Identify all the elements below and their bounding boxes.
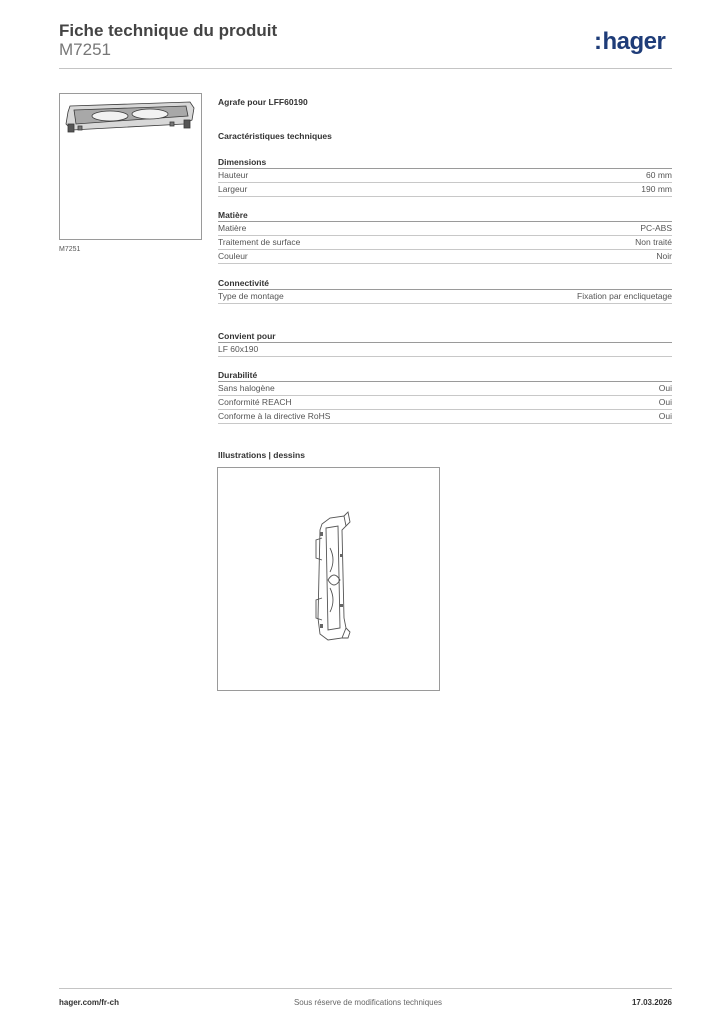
spec-value: Non traité bbox=[635, 237, 672, 247]
spec-row bbox=[218, 396, 672, 410]
spec-value: 60 mm bbox=[646, 170, 672, 180]
spec-value: 190 mm bbox=[641, 184, 672, 194]
section-title: Matière bbox=[218, 209, 672, 222]
illustration-drawing bbox=[217, 467, 440, 691]
spec-row bbox=[218, 236, 672, 250]
spec-value: Fixation par encliquetage bbox=[577, 291, 672, 301]
spec-label: Conformité REACH bbox=[218, 397, 292, 407]
product-reference: M7251 bbox=[59, 40, 111, 59]
spec-row bbox=[218, 382, 672, 396]
spec-row bbox=[218, 183, 672, 197]
clip-line-drawing bbox=[218, 468, 439, 690]
footer-date: 17.03.2026 bbox=[631, 998, 672, 1007]
section-dimensions bbox=[218, 156, 672, 197]
header-divider bbox=[59, 68, 672, 69]
section-title: Convient pour bbox=[218, 330, 672, 343]
product-name: Agrafe pour LFF60190 bbox=[218, 97, 308, 107]
spec-label: Type de montage bbox=[218, 291, 284, 301]
spec-row bbox=[218, 410, 672, 424]
page-title: Fiche technique du produit bbox=[59, 21, 278, 40]
product-thumbnail bbox=[59, 93, 202, 240]
clip-product-image bbox=[60, 94, 201, 239]
section-connectivity bbox=[218, 277, 672, 304]
spec-label: LF 60x190 bbox=[218, 344, 259, 354]
spec-label: Couleur bbox=[218, 251, 248, 261]
logo-mark: : bbox=[594, 28, 602, 55]
spec-label: Largeur bbox=[218, 184, 248, 194]
spec-value: Oui bbox=[658, 383, 672, 393]
section-compatible-with bbox=[218, 330, 672, 357]
thumbnail-caption: M7251 bbox=[59, 246, 81, 253]
spec-row bbox=[218, 250, 672, 264]
spec-value: Oui bbox=[658, 411, 672, 421]
section-title: Connectivité bbox=[218, 277, 672, 290]
footer-divider bbox=[59, 988, 672, 989]
spec-row bbox=[218, 222, 672, 236]
footer-website: hager.com/fr-ch bbox=[59, 998, 120, 1007]
section-material bbox=[218, 209, 672, 264]
spec-label: Conforme à la directive RoHS bbox=[218, 411, 331, 421]
spec-label: Traitement de surface bbox=[218, 237, 301, 247]
spec-row bbox=[218, 343, 672, 357]
logo-text: hager bbox=[602, 28, 666, 55]
section-durability bbox=[218, 369, 672, 424]
spec-value: Oui bbox=[658, 397, 672, 407]
spec-row bbox=[218, 290, 672, 304]
specs-heading: Caractéristiques techniques bbox=[218, 131, 332, 141]
footer-disclaimer: Sous réserve de modifications techniques bbox=[293, 998, 443, 1007]
section-title: Dimensions bbox=[218, 156, 672, 169]
spec-value: PC-ABS bbox=[640, 223, 672, 233]
section-title: Durabilité bbox=[218, 369, 672, 382]
spec-value: Noir bbox=[656, 251, 672, 261]
spec-label: Hauteur bbox=[218, 170, 249, 180]
spec-row bbox=[218, 169, 672, 183]
spec-label: Matière bbox=[218, 223, 247, 233]
hager-logo bbox=[594, 28, 665, 56]
illustrations-heading: Illustrations | dessins bbox=[218, 450, 305, 460]
spec-label: Sans halogène bbox=[218, 383, 275, 393]
